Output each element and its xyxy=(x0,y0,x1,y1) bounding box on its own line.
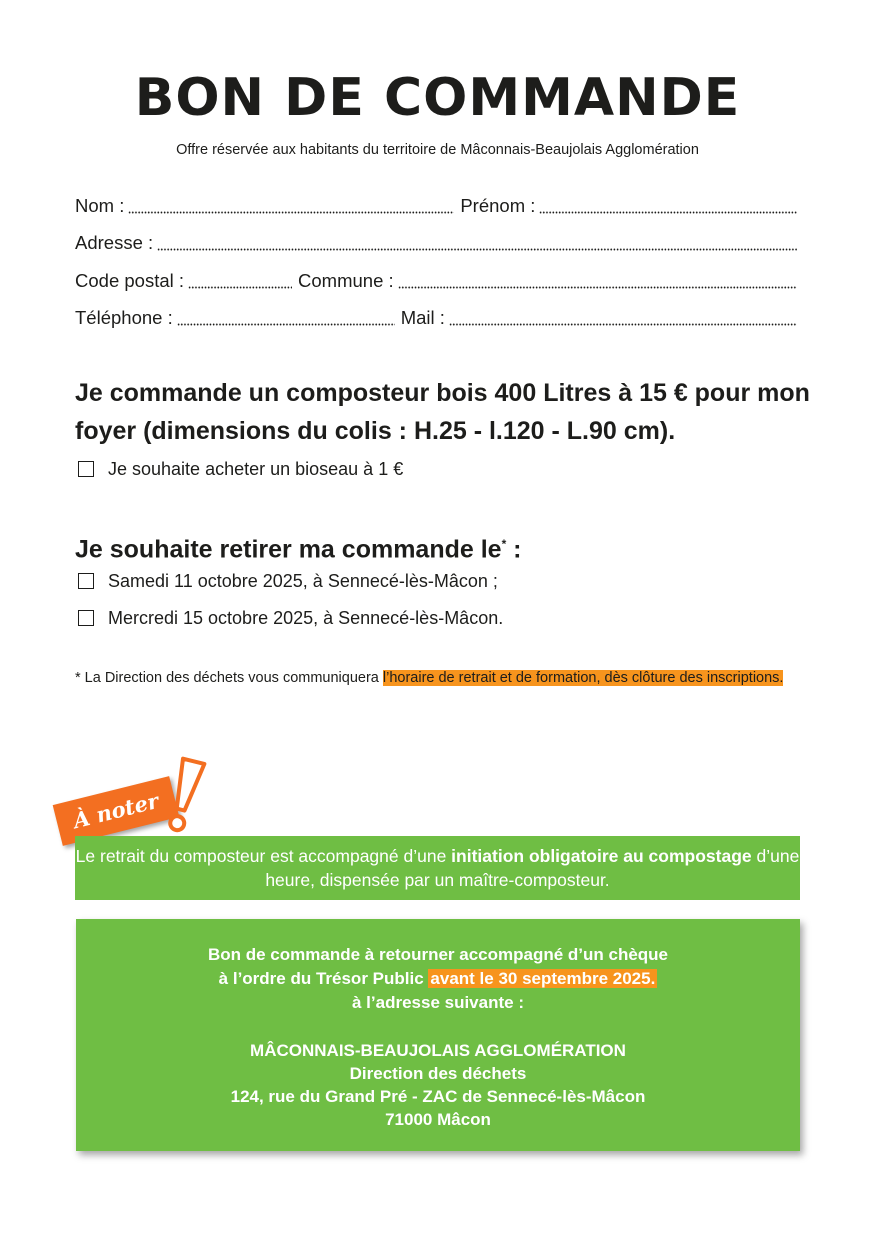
form-row-contact xyxy=(75,307,799,333)
prenom-label: Prénom : xyxy=(460,195,536,216)
adresse-label: Adresse : xyxy=(75,232,154,253)
page-title: BON DE COMMANDE xyxy=(134,68,741,128)
note-text-bold: initiation obligatoire au compostage xyxy=(451,846,752,866)
telephone-field[interactable] xyxy=(177,322,395,327)
code-postal-label: Code postal : xyxy=(75,270,185,291)
return-line-2-text: à l’ordre du Trésor Public xyxy=(218,969,424,988)
pickup-heading-text: Je souhaite retirer ma commande le xyxy=(75,535,502,564)
bioseau-option[interactable] xyxy=(78,456,403,482)
commune-label: Commune : xyxy=(298,270,394,291)
return-line-2 xyxy=(76,967,800,991)
note-text-2: d’une heure, dispensée par un maître-composteur. xyxy=(265,846,800,890)
return-line-1: Bon de commande à retourner accompagné d’un chèque xyxy=(207,945,669,964)
postal-address xyxy=(76,1039,800,1131)
form-row-name xyxy=(75,195,799,221)
prenom-field[interactable] xyxy=(539,210,797,215)
order-heading: Je commande un composteur bois 400 Litres à 15 € pour mon foyer (dimensions du colis : H.25 - l.120 - L.90 cm). xyxy=(75,379,810,445)
compostage-note xyxy=(75,836,800,900)
exclamation-icon xyxy=(157,753,211,839)
bioseau-checkbox[interactable] xyxy=(78,461,94,477)
adresse-field[interactable] xyxy=(157,247,797,252)
address-dept: Direction des déchets xyxy=(349,1064,527,1083)
pickup-option-1[interactable] xyxy=(78,568,498,594)
page-subtitle: Offre réservée aux habitants du territoire de Mâconnais-Beaujolais Agglomération xyxy=(176,142,699,158)
footnote-text: * La Direction des déchets vous communiquera xyxy=(75,670,379,686)
note-text-1: Le retrait du composteur est accompagné d’une xyxy=(75,846,452,866)
return-instructions-box xyxy=(76,919,800,1151)
pickup-heading xyxy=(75,526,522,567)
pickup-heading-colon: : xyxy=(506,535,522,564)
footnote xyxy=(75,668,805,689)
pickup-2-checkbox[interactable] xyxy=(78,610,94,626)
address-street: 124, rue du Grand Pré - ZAC de Sennecé-lès-Mâcon xyxy=(230,1087,646,1106)
pickup-1-label: Samedi 11 octobre 2025, à Sennecé-lès-Mâcon ; xyxy=(108,570,498,591)
code-postal-field[interactable] xyxy=(188,285,292,290)
bioseau-label: Je souhaite acheter un bioseau à 1 € xyxy=(108,458,404,479)
form-row-city xyxy=(75,270,799,296)
mail-label: Mail : xyxy=(400,307,445,328)
commune-field[interactable] xyxy=(398,285,797,290)
address-org: MÂCONNAIS-BEAUJOLAIS AGGLOMÉRATION xyxy=(250,1041,626,1060)
pickup-1-checkbox[interactable] xyxy=(78,573,94,589)
telephone-label: Téléphone : xyxy=(75,307,173,328)
pickup-2-label: Mercredi 15 octobre 2025, à Sennecé-lès-Mâcon. xyxy=(108,607,504,628)
pickup-heading-asterisk: * xyxy=(501,537,507,551)
address-city: 71000 Mâcon xyxy=(385,1110,491,1129)
deadline-highlight: avant le 30 septembre 2025. xyxy=(430,969,656,988)
nom-field[interactable] xyxy=(128,210,454,215)
a-noter-tag: À noter xyxy=(53,776,180,846)
nom-label: Nom : xyxy=(75,195,125,216)
form-row-address xyxy=(75,232,799,258)
mail-field[interactable] xyxy=(449,322,797,327)
footnote-highlight: l’horaire de retrait et de formation, dès clôture des inscriptions. xyxy=(382,670,784,686)
pickup-option-2[interactable] xyxy=(78,605,503,631)
return-line-3: à l’adresse suivante : xyxy=(352,993,524,1012)
